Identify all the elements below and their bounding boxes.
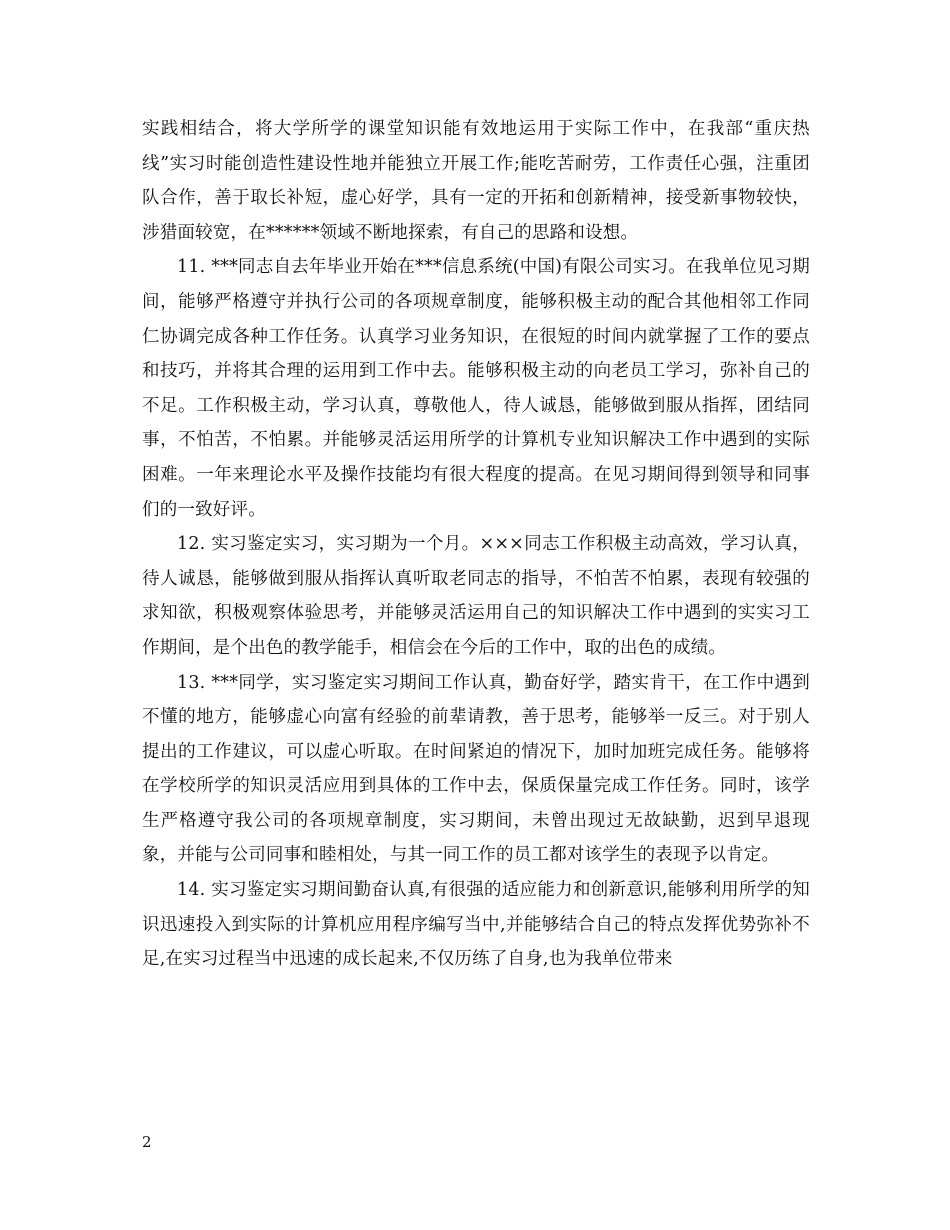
paragraph-item-13: 13. ***同学，实习鉴定实习期间工作认真，勤奋好学，踏实肯干，在工作中遇到不懂的地方，能够虚心向富有经验的前辈请教，善于思考，能够举一反三。对于别人提出的工作建议，可以虚心听取。在时间紧迫的情况下，加时加班完成任务。能够将在学校所学的知识灵活应用到具体的工作中去，保质保量完成工作任务。同时，该学生严格遵守我公司的各项规章制度，实习期间，未曾出现过无故缺勤，迟到早退现象，并能与公司同事和睦相处，与其一同工作的员工都对该学生的表现予以肯定。 — [142, 672, 810, 866]
paragraph-item-12: 12. 实习鉴定实习，实习期为一个月。×××同志工作积极主动高效，学习认真，待人诚恳，能够做到服从指挥认真听取老同志的指导，不怕苦不怕累，表现有较强的求知欲，积极观察体验思考，并能够灵活运用自己的知识解决工作中遇到的实实习工作期间，是个出色的教学能手，相信会在今后的工作中，取的出色的成绩。 — [142, 534, 810, 658]
paragraph-item-11: 11. ***同志自去年毕业开始在***信息系统(中国)有限公司实习。在我单位见习期间，能够严格遵守并执行公司的各项规章制度，能够积极主动的配合其他相邻工作同仁协调完成各种工作任务。认真学习业务知识，在很短的时间内就掌握了工作的要点和技巧，并将其合理的运用到工作中去。能够积极主动的向老员工学习，弥补自己的不足。工作积极主动，学习认真，尊敬他人，待人诚恳，能够做到服从指挥，团结同事，不怕苦，不怕累。并能够灵活运用所学的计算机专业知识解决工作中遇到的实际困难。一年来理论水平及操作技能均有很大程度的提高。在见习期间得到领导和同事们的一致好评。 — [142, 257, 810, 520]
page-number: 2 — [142, 1133, 152, 1151]
paragraph-continuation: 实践相结合，将大学所学的课堂知识能有效地运用于实际工作中，在我部“重庆热线”实习时能创造性建设性地并能独立开展工作;能吃苦耐劳，工作责任心强，注重团队合作，善于取长补短，虚心好学，具有一定的开拓和创新精神，接受新事物较快，涉猎面较宽，在******领域不断地探索，有自己的思路和设想。 — [142, 119, 810, 243]
document-body — [142, 112, 810, 977]
paragraph-item-14: 14. 实习鉴定实习期间勤奋认真,有很强的适应能力和创新意识,能够利用所学的知识迅速投入到实际的计算机应用程序编写当中,并能够结合自己的特点发挥优势弥补不足,在实习过程当中迅速的成长起来,不仅历练了自身,也为我单位带来 — [142, 880, 810, 970]
